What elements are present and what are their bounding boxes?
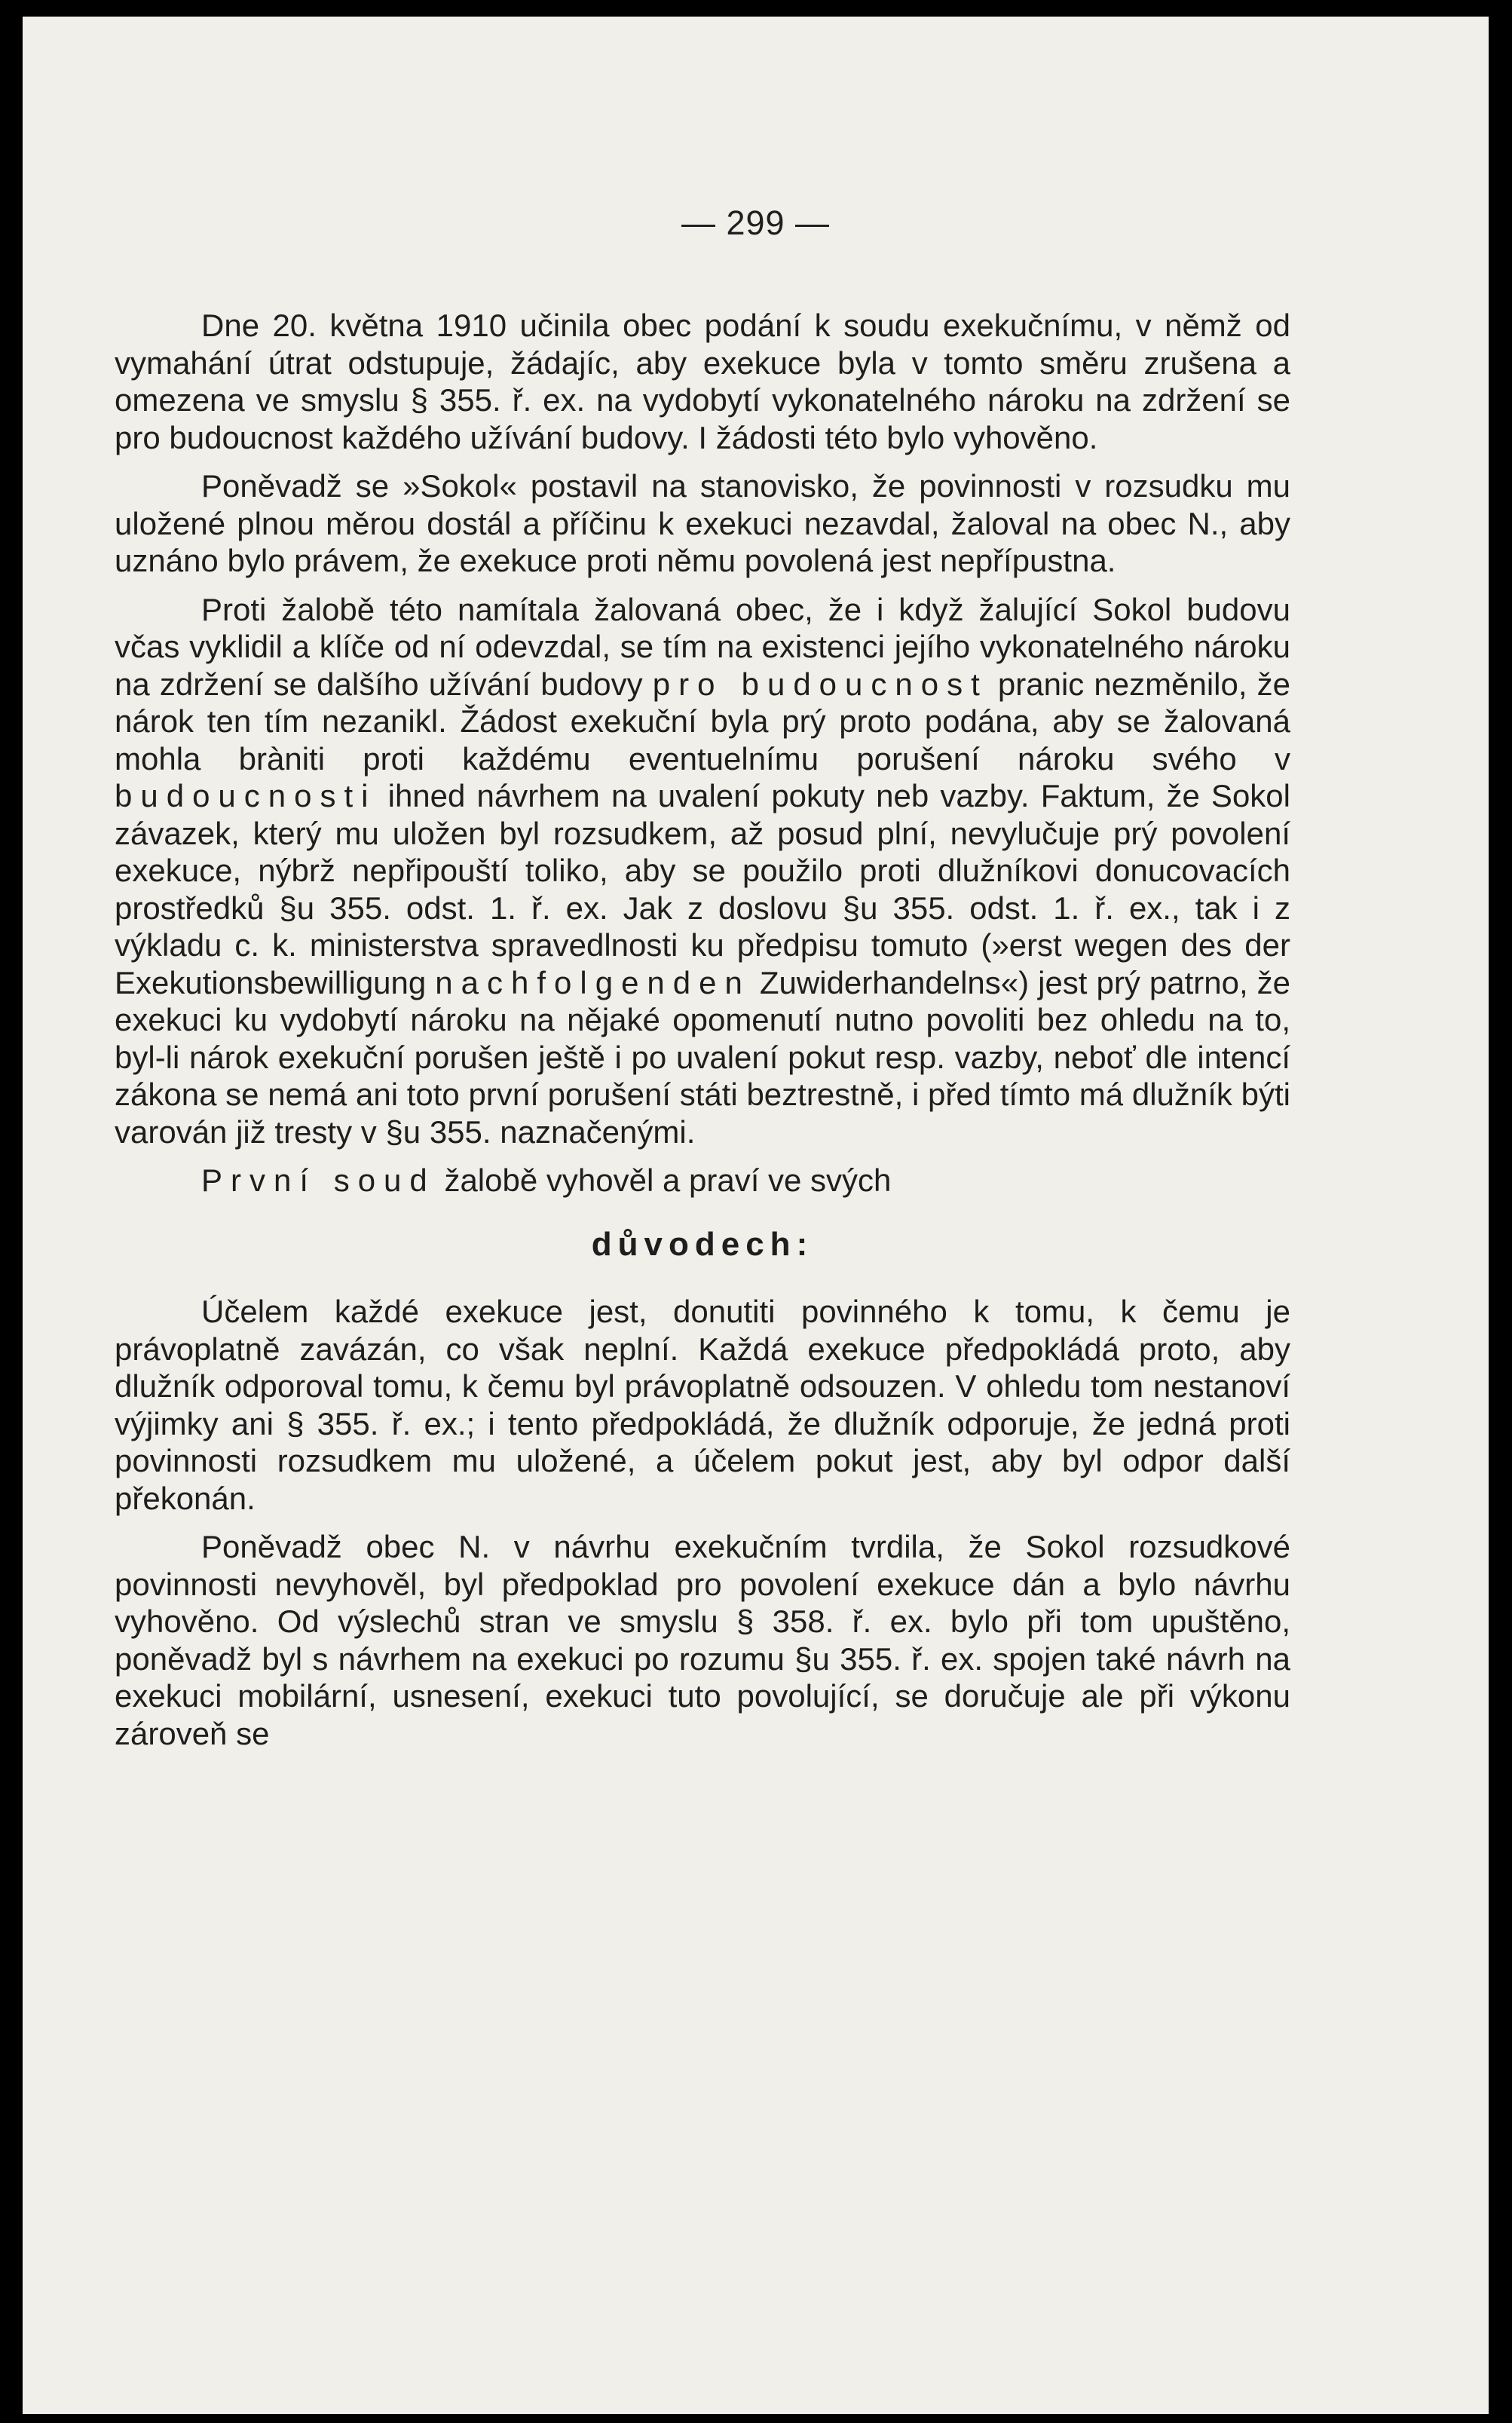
paragraph-4 (115, 1162, 1290, 1199)
spaced-emphasis-nachfolgenden: nachfolgenden (435, 964, 751, 1000)
paragraph-4-rest: žalobě vyhověl a praví ve svých (435, 1162, 892, 1198)
spaced-emphasis-prvni-soud: První soud (201, 1162, 436, 1198)
page-number: — 299 — (681, 204, 831, 242)
paragraph-3 (115, 591, 1290, 1151)
book-page (23, 17, 1489, 2414)
paragraph-3-part-c: ihned návrhem na uvalení pokuty neb vazby. Faktum, že Sokol závazek, který mu uložen byl rozsudkem, až posud plní, nevylučuje prý povolení exekuce, nýbrž nepřipouští toliko, aby se použilo proti dlužníkovi donucovacích prostředků §u 355. odst. 1. ř. ex. Jak z doslovu §u 355. odst. 1. ř. ex., tak i z výkladu c. k. ministerstva spravedlnosti ku předpisu tomuto (»erst wegen des der Exekutionsbewilligung (115, 778, 1290, 1000)
page-text (115, 307, 1290, 1763)
spaced-emphasis-pro-budoucnost: pro budoucnost (652, 666, 988, 702)
paragraph-2: Poněvadž se »Sokol« postavil na stanovisko, že povinnosti v rozsudku mu uložené plnou měrou dostál a příčinu k exekuci nezavdal, žaloval na obec N., aby uznáno bylo právem, že exekuce proti němu povolená jest nepřípustna. (115, 468, 1290, 578)
paragraph-3-part-a: Proti žalobě této namítala žalovaná obec, že i když žalující Sokol budovu včas vyklidil a klíče od ní odevzdal, se tím na existenci jejího vykonatelného nároku na zdržení se dalšího užívání budovy (115, 591, 1290, 702)
paragraph-3-part-d: Zuwiderhandelns«) jest prý patrno, že exekuci ku vydobytí nároku na nějaké opomenutí nutno povoliti bez ohledu na to, byl-li nárok exekuční porušen ještě i po uvalení pokut resp. vazby, neboť dle intencí zákona se nemá ani toto první porušení státi beztrestně, i před tímto má dlužník býti varován již tresty v §u 355. naznačenými. (115, 964, 1291, 1150)
paragraph-3-part-b: pranic nezměnilo, že nárok ten tím nezanikl. Žádost exekuční byla prý proto podána, aby se žalovaná mohla bràniti proti každému eventuelnímu porušení nároku svého v (115, 666, 1290, 777)
section-heading: důvodech: (591, 1225, 814, 1263)
paragraph-5: Účelem každé exekuce jest, donutiti povinného k tomu, k čemu je právoplatně zavázán, co však neplní. Každá exekuce předpokládá proto, aby dlužník odporoval tomu, k čemu byl právoplatně odsouzen. V ohledu tom nestanoví výjimky ani § 355. ř. ex.; i tento předpokládá, že dlužník odporuje, že jedná proti povinnosti rozsudkem mu uložené, a účelem pokut jest, aby byl odpor další překonán. (115, 1294, 1290, 1516)
paragraph-6: Poněvadž obec N. v návrhu exekučním tvrdila, že Sokol rozsudkové povinnosti nevyhověl, byl předpoklad pro povolení exekuce dán a bylo návrhu vyhověno. Od výslechů stran ve smyslu § 358. ř. ex. bylo při tom upuštěno, poněvadž byl s návrhem na exekuci po rozumu §u 355. ř. ex. spojen také návrh na exekuci mobilární, usnesení, exekuci tuto povolující, se doručuje ale při výkonu zároveň se (115, 1529, 1290, 1751)
paragraph-1: Dne 20. května 1910 učinila obec podání k soudu exekučnímu, v němž od vymahání útrat odstupuje, žádajíc, aby exekuce byla v tomto směru zrušena a omezena ve smyslu § 355. ř. ex. na vydobytí vykonatelného nároku na zdržení se pro budoucnost každého užívání budovy. I žádosti této bylo vyhověno. (115, 308, 1290, 455)
spaced-emphasis-budoucnosti: budoucnosti (115, 778, 377, 813)
